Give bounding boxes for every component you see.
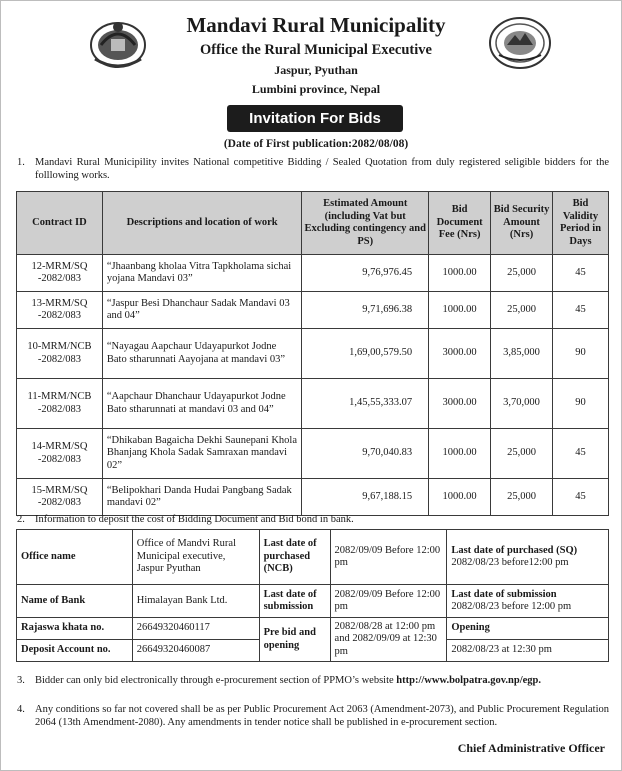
- table-row: [17, 530, 609, 585]
- bid-validity-days: 45: [553, 429, 609, 479]
- address-line-2: Lumbini province, Nepal: [251, 82, 381, 96]
- sq-submission-label: Last date of submission: [451, 588, 557, 600]
- table-row: [17, 379, 609, 429]
- column-header: Bid Security Amount (Nrs): [491, 192, 553, 255]
- bid-document-fee: 1000.00: [429, 255, 491, 292]
- contract-id: 13-MRM/SQ -2082/083: [17, 292, 103, 329]
- deposit-label: Deposit Account no.: [17, 640, 133, 662]
- work-description: “Belipokhari Danda Hudai Pangbang Sadak mandavi 02”: [102, 479, 301, 516]
- paragraph-4: [17, 703, 609, 729]
- paragraph-number: 1.: [17, 157, 25, 168]
- work-description: “Dhikaban Bagaicha Dekhi Saunepani Khola Bhanjang Khola Sadak Samraxan mandavi 02”: [102, 429, 301, 479]
- bid-document-fee: 1000.00: [429, 479, 491, 516]
- invitation-banner: Invitation For Bids: [227, 105, 403, 132]
- column-header: Estimated Amount (including Vat but Excluding contingency and PS): [302, 192, 429, 255]
- table-row: [17, 255, 609, 292]
- paragraph-text-wrapper: [35, 674, 609, 687]
- prebid-value: 2082/08/28 at 12:00 pm and 2082/09/09 at 12:30 pm: [330, 618, 447, 662]
- estimated-amount: 9,70,040.83: [302, 429, 429, 479]
- column-header: Bid Validity Period in Days: [553, 192, 609, 255]
- bid-document-fee: 1000.00: [429, 429, 491, 479]
- bid-security-amount: 25,000: [491, 479, 553, 516]
- paragraph-text: Any conditions so far not covered shall be as per Public Procurement Act 2063 (Amendment-2073), and Public Procurement Regulation 2064 (13th Amendment-2080). Any amendments in tender notice shall be published in e-procurement section.: [35, 704, 609, 728]
- estimated-amount: 1,69,00,579.50: [302, 329, 429, 379]
- bid-security-amount: 25,000: [491, 255, 553, 292]
- bid-validity-days: 90: [553, 379, 609, 429]
- office-subtitle: Office the Rural Municipal Executive: [200, 42, 432, 58]
- office-name-value: Office of Mandvi Rural Municipal executive, Jaspur Pyuthan: [132, 530, 259, 585]
- table-row: [17, 429, 609, 479]
- paragraph-2: [17, 513, 609, 526]
- work-description: “Jaspur Besi Dhanchaur Sadak Mandavi 03 and 04”: [102, 292, 301, 329]
- ncb-purchase-label: Last date of purchased (NCB): [259, 530, 330, 585]
- estimated-amount: 9,67,188.15: [302, 479, 429, 516]
- opening-label: Opening: [447, 618, 609, 640]
- paragraph-3: [17, 674, 609, 687]
- bank-info-table: [16, 529, 609, 662]
- bid-security-amount: 3,85,000: [491, 329, 553, 379]
- paragraph-text: Information to deposit the cost of Bidding Document and Bid bond in bank.: [35, 514, 354, 525]
- column-header: Descriptions and location of work: [102, 192, 301, 255]
- sq-submission-value: 2082/08/23 before 12:00 pm: [451, 601, 572, 612]
- office-name-label: Office name: [17, 530, 133, 585]
- contract-id: 14-MRM/SQ -2082/083: [17, 429, 103, 479]
- deposit-value: 26649320460087: [132, 640, 259, 662]
- municipality-seal-icon: [487, 15, 553, 71]
- bid-document-fee: 3000.00: [429, 379, 491, 429]
- table-row: [17, 479, 609, 516]
- column-header: Contract ID: [17, 192, 103, 255]
- address-line-1: Jaspur, Pyuthan: [274, 63, 358, 77]
- sq-purchase-label: Last date of purchased (SQ): [451, 544, 578, 556]
- table-row: [17, 292, 609, 329]
- table-row: [17, 329, 609, 379]
- contract-id: 15-MRM/SQ -2082/083: [17, 479, 103, 516]
- egp-link[interactable]: http://www.bolpatra.gov.np/egp.: [396, 675, 541, 686]
- municipality-title: Mandavi Rural Municipality: [186, 13, 446, 37]
- signatory: Chief Administrative Officer: [457, 741, 605, 755]
- bank-label: Name of Bank: [17, 585, 133, 618]
- rajaswa-value: 26649320460117: [132, 618, 259, 640]
- paragraph-1: [17, 156, 609, 182]
- paragraph-number: 4.: [17, 704, 25, 715]
- estimated-amount: 9,76,976.45: [302, 255, 429, 292]
- contract-id: 11-MRM/NCB -2082/083: [17, 379, 103, 429]
- bid-security-amount: 25,000: [491, 292, 553, 329]
- rajaswa-label: Rajaswa khata no.: [17, 618, 133, 640]
- paragraph-number: 2.: [17, 514, 25, 525]
- ncb-submission-value: 2082/09/09 Before 12:00 pm: [330, 585, 447, 618]
- column-header: Bid Document Fee (Nrs): [429, 192, 491, 255]
- table-row: [17, 585, 609, 618]
- ncb-purchase-value: 2082/09/09 Before 12:00 pm: [330, 530, 447, 585]
- sq-submission-cell: [447, 585, 609, 618]
- sq-purchase-value: 2082/08/23 before12:00 pm: [451, 557, 569, 568]
- work-description: “Nayagau Aapchaur Udayapurkot Jodne Bato stharunnati Aayojana at mandavi 03”: [102, 329, 301, 379]
- work-description: “Aapchaur Dhanchaur Udayapurkot Jodne Bato stharunnati at mandavi 03 and 04”: [102, 379, 301, 429]
- paragraph-text: Mandavi Rural Municipility invites National competitive Bidding / Sealed Quotation from duly registered seligible bidders for the folllowing works.: [35, 157, 609, 181]
- table-header-row: [17, 192, 609, 255]
- bid-security-amount: 3,70,000: [491, 379, 553, 429]
- ncb-submission-label: Last date of submission: [259, 585, 330, 618]
- opening-value: 2082/08/23 at 12:30 pm: [447, 640, 609, 662]
- bid-security-amount: 25,000: [491, 429, 553, 479]
- bid-validity-days: 45: [553, 292, 609, 329]
- sq-purchase-cell: [447, 530, 609, 585]
- bid-document-fee: 3000.00: [429, 329, 491, 379]
- estimated-amount: 9,71,696.38: [302, 292, 429, 329]
- bid-validity-days: 45: [553, 255, 609, 292]
- contract-id: 10-MRM/NCB -2082/083: [17, 329, 103, 379]
- works-table: [16, 191, 609, 516]
- work-description: “Jhaanbang kholaa Vitra Tapkholama sichai yojana Mandavi 03”: [102, 255, 301, 292]
- nepal-government-emblem-icon: [87, 15, 149, 71]
- bid-document-fee: 1000.00: [429, 292, 491, 329]
- prebid-label: Pre bid and opening: [259, 618, 330, 662]
- paragraph-number: 3.: [17, 675, 25, 686]
- estimated-amount: 1,45,55,333.07: [302, 379, 429, 429]
- publication-date: (Date of First publication:2082/08/08): [223, 138, 409, 150]
- paragraph-text: Bidder can only bid electronically through e-procurement section of PPMO’s website: [35, 675, 397, 686]
- contract-id: 12-MRM/SQ -2082/083: [17, 255, 103, 292]
- bid-validity-days: 45: [553, 479, 609, 516]
- bid-validity-days: 90: [553, 329, 609, 379]
- bank-value: Himalayan Bank Ltd.: [132, 585, 259, 618]
- table-row: [17, 618, 609, 640]
